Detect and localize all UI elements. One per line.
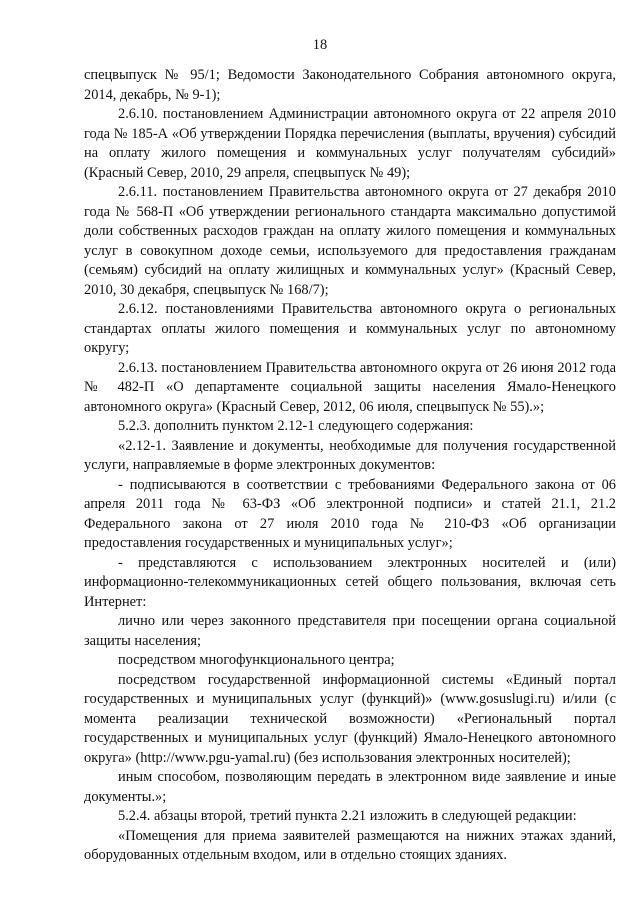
paragraph: «Помещения для приема заявителей размещаются на нижних этажах зданий, оборудованных отдельным входом, или в отдельно стоящих зданиях. [84,827,616,863]
paragraph: - подписываются в соответствии с требованиями Федерального закона от 06 апреля 2011 года № 63-ФЗ «Об электронной подписи» и статей 21.1, 21.2 Федерального закона от 27 июля 2010 года № 210-ФЗ «Об организации предоставления государственных и муниципальных услуг»; [84,476,616,551]
paragraph: 2.6.10. постановлением Администрации автономного округа от 22 апреля 2010 года № 185-А «Об утверждении Порядка перечисления (выплаты, вручения) субсидий на оплату жилого помещения и коммунальных услуг получателям субсидий» (Красный Север, 2010, 29 апреля, спецвыпуск № 49); [84,106,616,181]
paragraph: 2.6.12. постановлениями Правительства автономного округа о региональных стандартах оплаты жилого помещения и коммунальных услуг по автономному округу; [84,301,616,356]
paragraph: «2.12-1. Заявление и документы, необходимые для получения государственной услуги, направляемые в форме электронных документов: [84,437,616,473]
paragraph: - представляются с использованием электронных носителей и (или) информационно-телекоммуникационных сетей общего пользования, включая сеть Интернет: [84,554,616,610]
document-body [84,66,616,866]
paragraph: посредством государственной информационной системы «Единый портал государственных и муниципальных услуг (функций)» (www.gosuslugi.ru) и/или (с момента реализации технической возможности) «Региональный портал государственных и муниципальных услуг (функций) Ямало-Ненецкого автономного округа» (http://www.pgu-yamal.ru) (без использования электронных носителей); [84,671,616,766]
paragraph: иным способом, позволяющим передать в электронном виде заявление и иные документы.»; [84,769,616,805]
page-number: 18 [312,37,328,53]
paragraph: посредством многофункционального центра; [118,652,395,668]
paragraph: 5.2.4. абзацы второй, третий пункта 2.21 изложить в следующей редакции: [118,808,577,824]
paragraph: 2.6.13. постановлением Правительства автономного округа от 26 июня 2012 года № 482-П «О департаменте социальной защиты населения Ямало-Ненецкого автономного округа» (Красный Север, 2012, 06 июля, спецвыпуск № 55).»; [84,359,616,415]
paragraph: спецвыпуск № 95/1; Ведомости Законодательного Собрания автономного округа, 2014, декабрь, № 9-1); [84,67,616,103]
paragraph: 2.6.11. постановлением Правительства автономного округа от 27 декабря 2010 года № 568-П «Об утверждении регионального стандарта максимально допустимой доли собственных расходов граждан на оплату жилого помещения и коммунальных услуг в совокупном доходе семьи, используемого для предоставления гражданам (семьям) субсидий на оплату жилищных и коммунальных услуг» (Красный Север, 2010, 30 декабря, спецвыпуск № 168/7); [84,184,616,298]
paragraph: лично или через законного представителя при посещении органа социальной защиты населения; [84,613,616,649]
paragraph: 5.2.3. дополнить пунктом 2.12-1 следующего содержания: [118,418,474,434]
